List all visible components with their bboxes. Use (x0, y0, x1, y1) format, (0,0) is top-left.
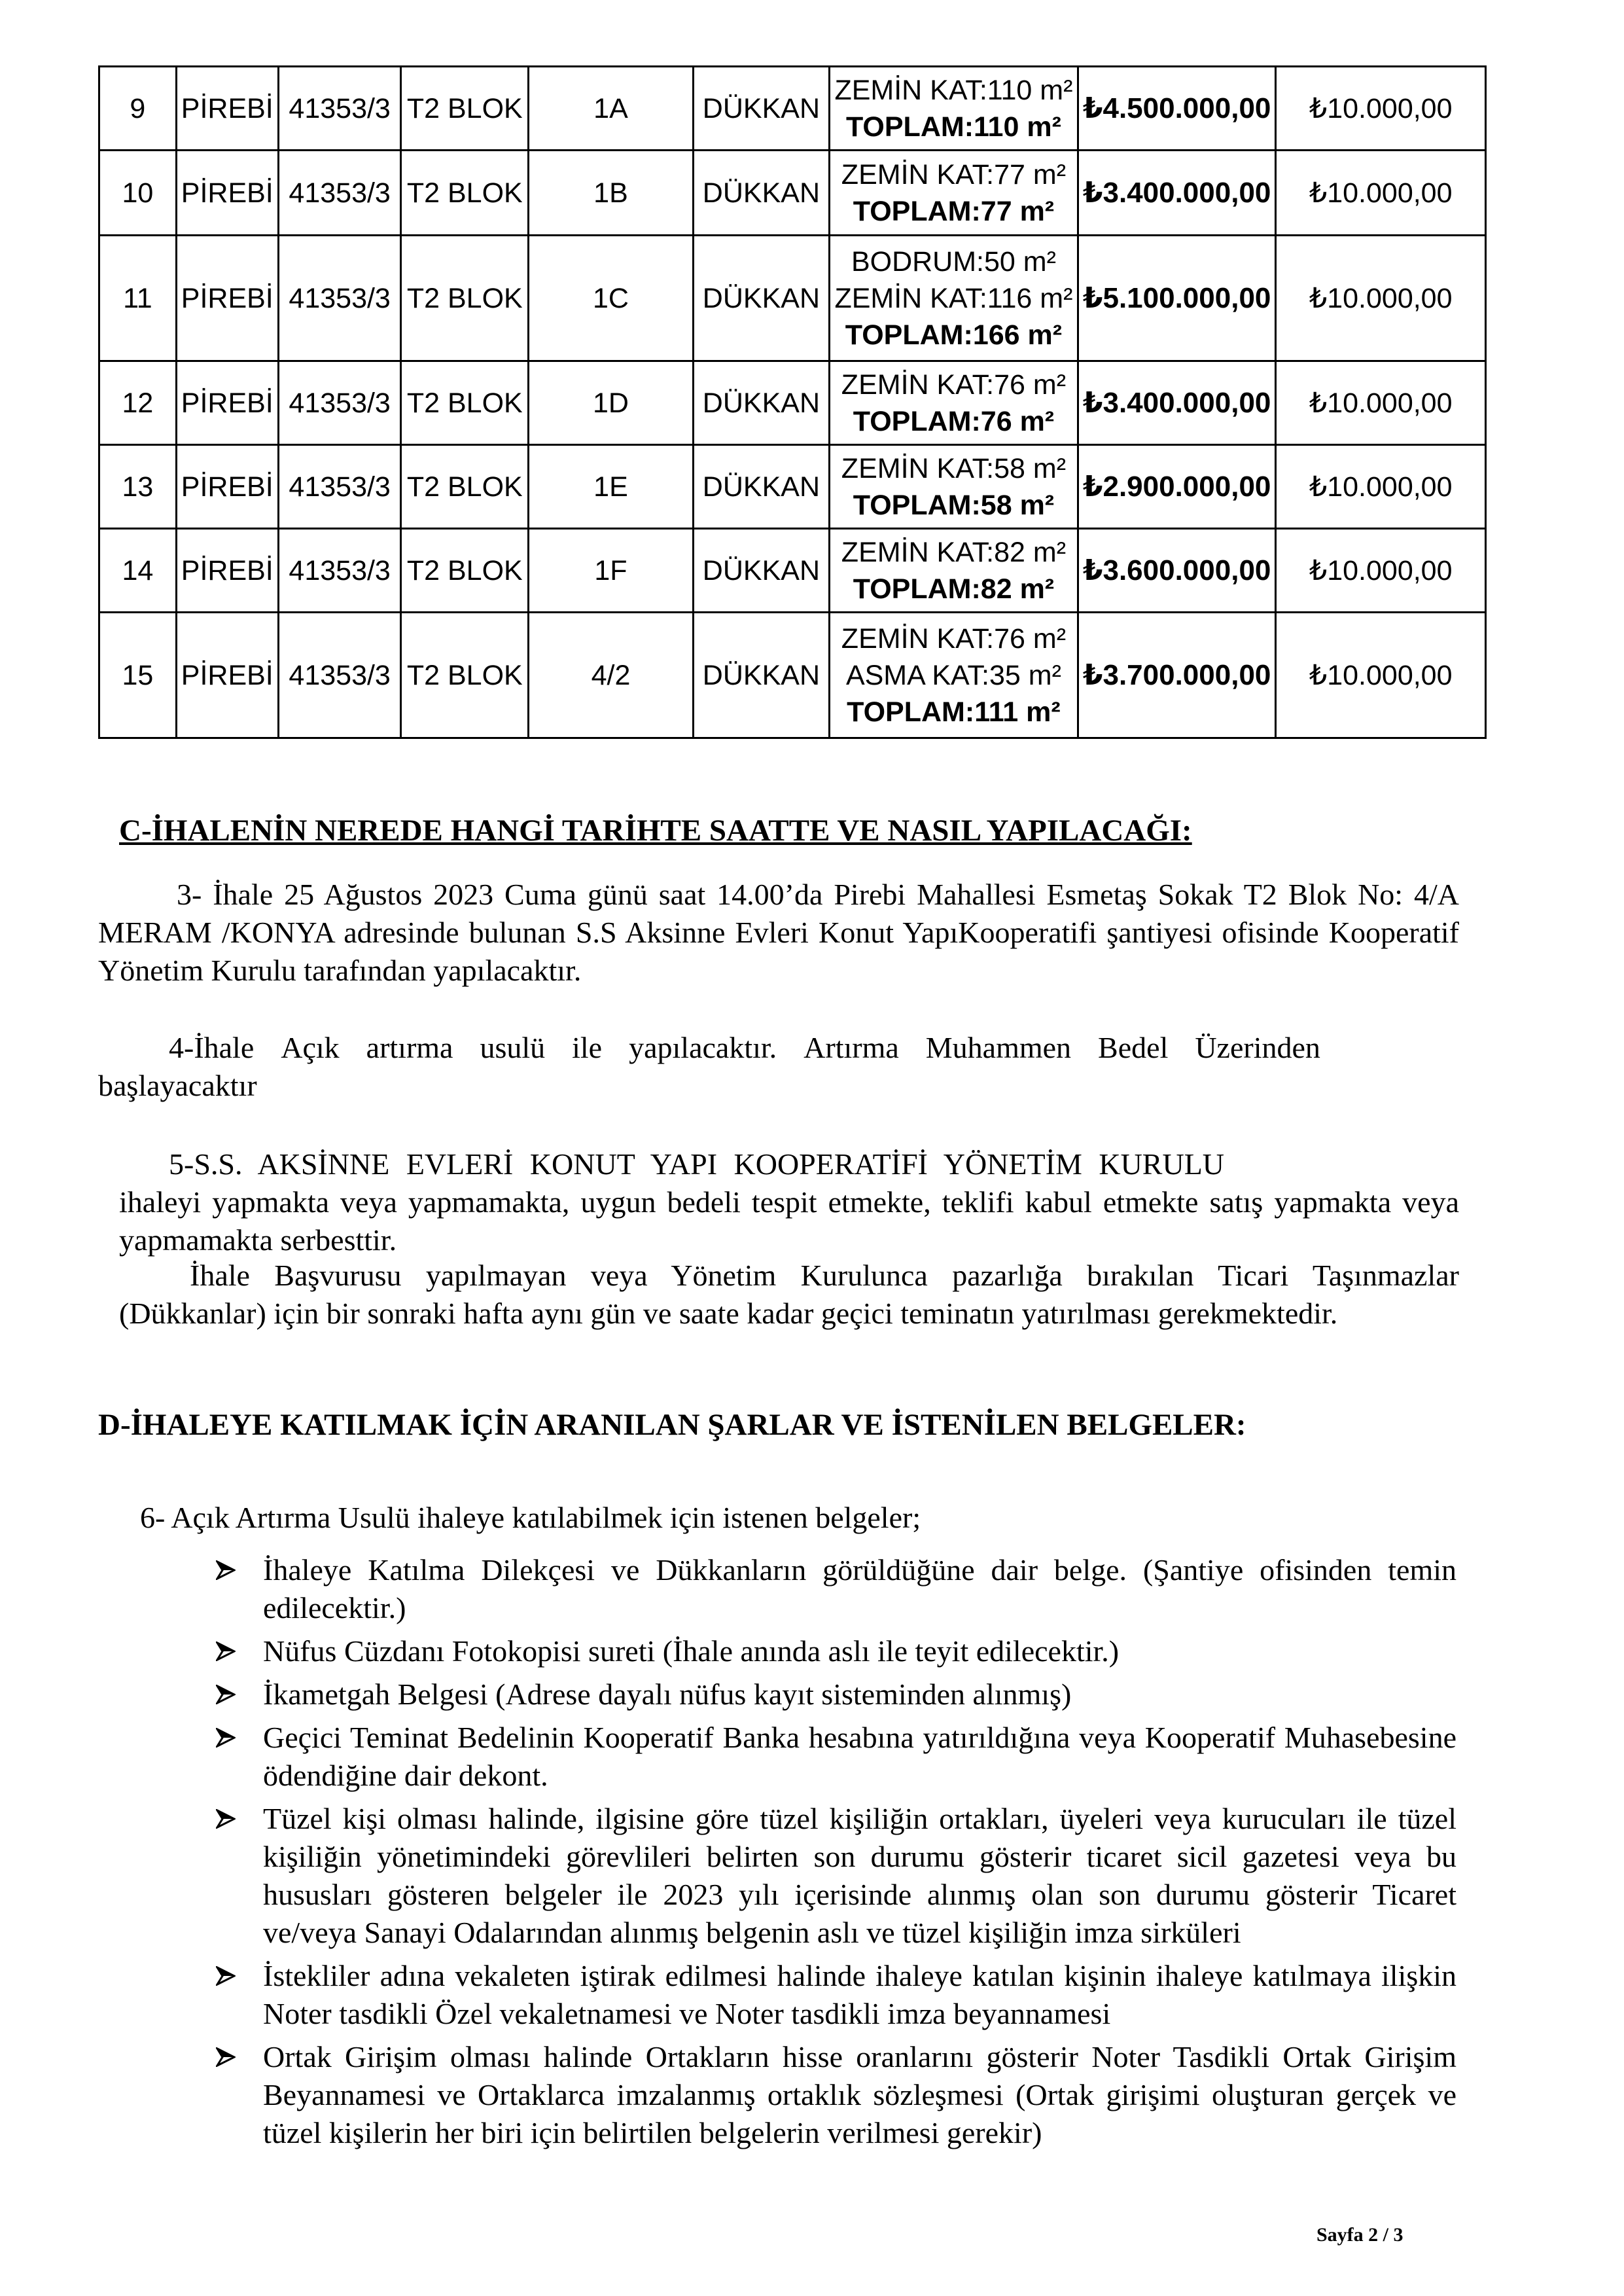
area-cell (829, 236, 1078, 361)
area-line: ZEMİN KAT:110 m² (834, 74, 1073, 106)
type-cell: DÜKKAN (693, 361, 829, 445)
area-cell (829, 529, 1078, 613)
table-row (99, 361, 1486, 445)
parcel-cell: 41353/3 (278, 445, 401, 529)
area-cell (829, 67, 1078, 151)
parcel-cell: 41353/3 (278, 529, 401, 613)
deposit-cell: ₺10.000,00 (1276, 67, 1486, 151)
area-line: ZEMİN KAT:58 m² (841, 452, 1067, 484)
row-number: 15 (99, 613, 177, 738)
list-item (213, 2038, 1456, 2152)
deposit-cell: ₺10.000,00 (1276, 529, 1486, 613)
list-item-text: Tüzel kişi olması halinde, ilgisine göre tüzel kişiliğin ortakları, üyeleri veya kurucuları ile tüzel kişiliğin yönetimindeki görevlileri belirten son durumu gösterir ticaret sicil gazetesi veya bu hususları gösteren belgeler ile 2023 yılı içerisinde alınmış olan son durumu gösterir Ticaret ve/veya Sanayi Odalarından alınmış belgenin aslı ve tüzel kişiliğin imza sirküleri (263, 1802, 1456, 1949)
list-item-text: Geçici Teminat Bedelinin Kooperatif Banka hesabına yatırıldığına veya Kooperatif Muhasebesine ödendiğine dair dekont. (263, 1721, 1456, 1792)
type-cell: DÜKKAN (693, 67, 829, 151)
item-4-word: ile (572, 1031, 603, 1064)
section-d-heading: D-İHALEYE KATILMAK İÇİN ARANILAN ŞARLAR VE İSTENİLEN BELGELER: (98, 1408, 1246, 1442)
estimated-price-cell: ₺3.700.000,00 (1078, 613, 1276, 738)
block-cell: T2 BLOK (401, 445, 529, 529)
item-3-paragraph: 3- İhale 25 Ağustos 2023 Cuma günü saat 14.00’da Pirebi Mahallesi Esmetaş Sokak T2 Blok No: 4/A MERAM /KONYA adresinde bulunan S.S Aksinne Evleri Konut YapıKooperatifi şantiyesi ofisinde Kooperatif Yönetim Kurulu tarafından yapılacaktır. (98, 878, 1459, 987)
area-cell (829, 445, 1078, 529)
area-cell (829, 613, 1078, 738)
block-cell: T2 BLOK (401, 613, 529, 738)
block-cell: T2 BLOK (401, 67, 529, 151)
parcel-cell: 41353/3 (278, 236, 401, 361)
item-5-additional-paragraph: İhale Başvurusu yapılmayan veya Yönetim Kurulunca pazarlığa bırakılan Ticari Taşınmazlar (Dükkanlar) için bir sonraki hafta aynı gün ve saate kadar geçici teminatın yatırılması gerekmektedir. (119, 1259, 1459, 1330)
unit-cell: 1A (529, 67, 694, 151)
parcel-cell: 41353/3 (278, 67, 401, 151)
property-table-body (99, 67, 1486, 738)
neighborhood-cell: PİREBİ (176, 151, 278, 236)
table-row (99, 151, 1486, 236)
parcel-cell: 41353/3 (278, 613, 401, 738)
estimated-price-cell: ₺3.400.000,00 (1078, 361, 1276, 445)
deposit-cell: ₺10.000,00 (1276, 236, 1486, 361)
area-line: BODRUM:50 m² (851, 245, 1056, 278)
area-total: TOPLAM:58 m² (853, 489, 1055, 521)
page-number: Sayfa 2 / 3 (1316, 2224, 1403, 2246)
area-total: TOPLAM:76 m² (853, 405, 1055, 437)
area-cell (829, 151, 1078, 236)
list-item-text: İhaleye Katılma Dilekçesi ve Dükkanların görüldüğüne dair belge. (Şantiye ofisinden temin edilecektir.) (263, 1553, 1456, 1624)
unit-cell: 1B (529, 151, 694, 236)
area-line: ZEMİN KAT:82 m² (841, 536, 1067, 568)
parcel-cell: 41353/3 (278, 361, 401, 445)
table-row (99, 445, 1486, 529)
unit-cell: 1F (529, 529, 694, 613)
row-number: 12 (99, 361, 177, 445)
row-number: 14 (99, 529, 177, 613)
deposit-cell: ₺10.000,00 (1276, 151, 1486, 236)
unit-cell: 4/2 (529, 613, 694, 738)
deposit-cell: ₺10.000,00 (1276, 613, 1486, 738)
neighborhood-cell: PİREBİ (176, 529, 278, 613)
item-4-paragraph-line2: başlayacaktır (98, 1069, 257, 1102)
item-6-paragraph: 6- Açık Artırma Usulü ihaleye katılabilmek için istenen belgeler; (140, 1501, 921, 1534)
list-item (213, 1719, 1456, 1795)
row-number: 13 (99, 445, 177, 529)
neighborhood-cell: PİREBİ (176, 67, 278, 151)
table-row (99, 67, 1486, 151)
type-cell: DÜKKAN (693, 445, 829, 529)
area-total: TOPLAM:110 m² (845, 111, 1061, 143)
section-c-heading: C-İHALENİN NEREDE HANGİ TARİHTE SAATTE VE NASIL YAPILACAĞI: (119, 814, 1192, 848)
list-item (213, 1632, 1456, 1670)
row-number: 9 (99, 67, 177, 151)
block-cell: T2 BLOK (401, 236, 529, 361)
parcel-cell: 41353/3 (278, 151, 401, 236)
item-4-word: Açık (281, 1031, 340, 1064)
item-4-paragraph-line1 (169, 1029, 1320, 1067)
type-cell: DÜKKAN (693, 236, 829, 361)
item-5-paragraph: ihaleyi yapmakta veya yapmamakta, uygun bedeli tespit etmekte, teklifi kabul etmekte satış yapmakta veya yapmamakta serbesttir. (119, 1185, 1459, 1257)
deposit-cell: ₺10.000,00 (1276, 361, 1486, 445)
block-cell: T2 BLOK (401, 529, 529, 613)
list-item (213, 1676, 1456, 1713)
type-cell: DÜKKAN (693, 151, 829, 236)
row-number: 11 (99, 236, 177, 361)
list-item-text: Ortak Girişim olması halinde Ortakların hisse oranlarını gösterir Noter Tasdikli Ortak Girişim Beyannamesi ve Ortaklarca imzalanmış ortaklık sözleşmesi (Ortak girişimi oluşturan gerçek ve tüzel kişilerin her biri için belirtilen belgelerin verilmesi gerekir) (263, 2040, 1456, 2149)
list-item (213, 1800, 1456, 1952)
unit-cell: 1E (529, 445, 694, 529)
list-item-text: Nüfus Cüzdanı Fotokopisi sureti (İhale anında aslı ile teyit edilecektir.) (263, 1634, 1120, 1668)
table-row (99, 529, 1486, 613)
property-table (98, 65, 1487, 739)
required-documents-list (213, 1551, 1456, 2157)
item-4-word: Muhammen (925, 1031, 1072, 1064)
area-total: TOPLAM:82 m² (853, 573, 1055, 605)
item-4-word: usulü (480, 1031, 546, 1064)
estimated-price-cell: ₺2.900.000,00 (1078, 445, 1276, 529)
neighborhood-cell: PİREBİ (176, 445, 278, 529)
item-5-heading-line: 5-S.S. AKSİNNE EVLERİ KONUT YAPI KOOPERATİFİ YÖNETİM KURULU (169, 1147, 1225, 1181)
block-cell: T2 BLOK (401, 151, 529, 236)
area-line: ZEMİN KAT:116 m² (834, 282, 1073, 314)
estimated-price-cell: ₺4.500.000,00 (1078, 67, 1276, 151)
area-line: ZEMİN KAT:77 m² (841, 158, 1067, 190)
table-row (99, 236, 1486, 361)
item-4-word: 4-İhale (169, 1031, 255, 1064)
area-total: TOPLAM:111 m² (847, 696, 1061, 728)
list-item-text: İkametgah Belgesi (Adrese dayalı nüfus kayıt sisteminden alınmış) (263, 1677, 1072, 1711)
list-item (213, 1957, 1456, 2033)
estimated-price-cell: ₺5.100.000,00 (1078, 236, 1276, 361)
item-4-word: Bedel (1098, 1031, 1169, 1064)
estimated-price-cell: ₺3.400.000,00 (1078, 151, 1276, 236)
deposit-cell: ₺10.000,00 (1276, 445, 1486, 529)
type-cell: DÜKKAN (693, 613, 829, 738)
estimated-price-cell: ₺3.600.000,00 (1078, 529, 1276, 613)
item-4-word: Üzerinden (1195, 1031, 1320, 1064)
area-line: ZEMİN KAT:76 m² (841, 368, 1067, 401)
table-row (99, 613, 1486, 738)
unit-cell: 1D (529, 361, 694, 445)
neighborhood-cell: PİREBİ (176, 236, 278, 361)
item-4-word: artırma (366, 1031, 453, 1064)
area-total: TOPLAM:166 m² (845, 319, 1063, 351)
list-item-text: İstekliler adına vekaleten iştirak edilmesi halinde ihaleye katılan kişinin ihaleye katılmaya ilişkin Noter tasdikli Özel vekaletnamesi ve Noter tasdikli imza beyannamesi (263, 1959, 1456, 2030)
area-line: ASMA KAT:35 m² (845, 659, 1061, 691)
unit-cell: 1C (529, 236, 694, 361)
neighborhood-cell: PİREBİ (176, 613, 278, 738)
block-cell: T2 BLOK (401, 361, 529, 445)
area-total: TOPLAM:77 m² (853, 195, 1055, 227)
item-4-word: Artırma (803, 1031, 899, 1064)
area-cell (829, 361, 1078, 445)
item-4-word: yapılacaktır. (629, 1031, 777, 1064)
list-item (213, 1551, 1456, 1627)
area-line: ZEMİN KAT:76 m² (841, 622, 1067, 655)
neighborhood-cell: PİREBİ (176, 361, 278, 445)
type-cell: DÜKKAN (693, 529, 829, 613)
row-number: 10 (99, 151, 177, 236)
